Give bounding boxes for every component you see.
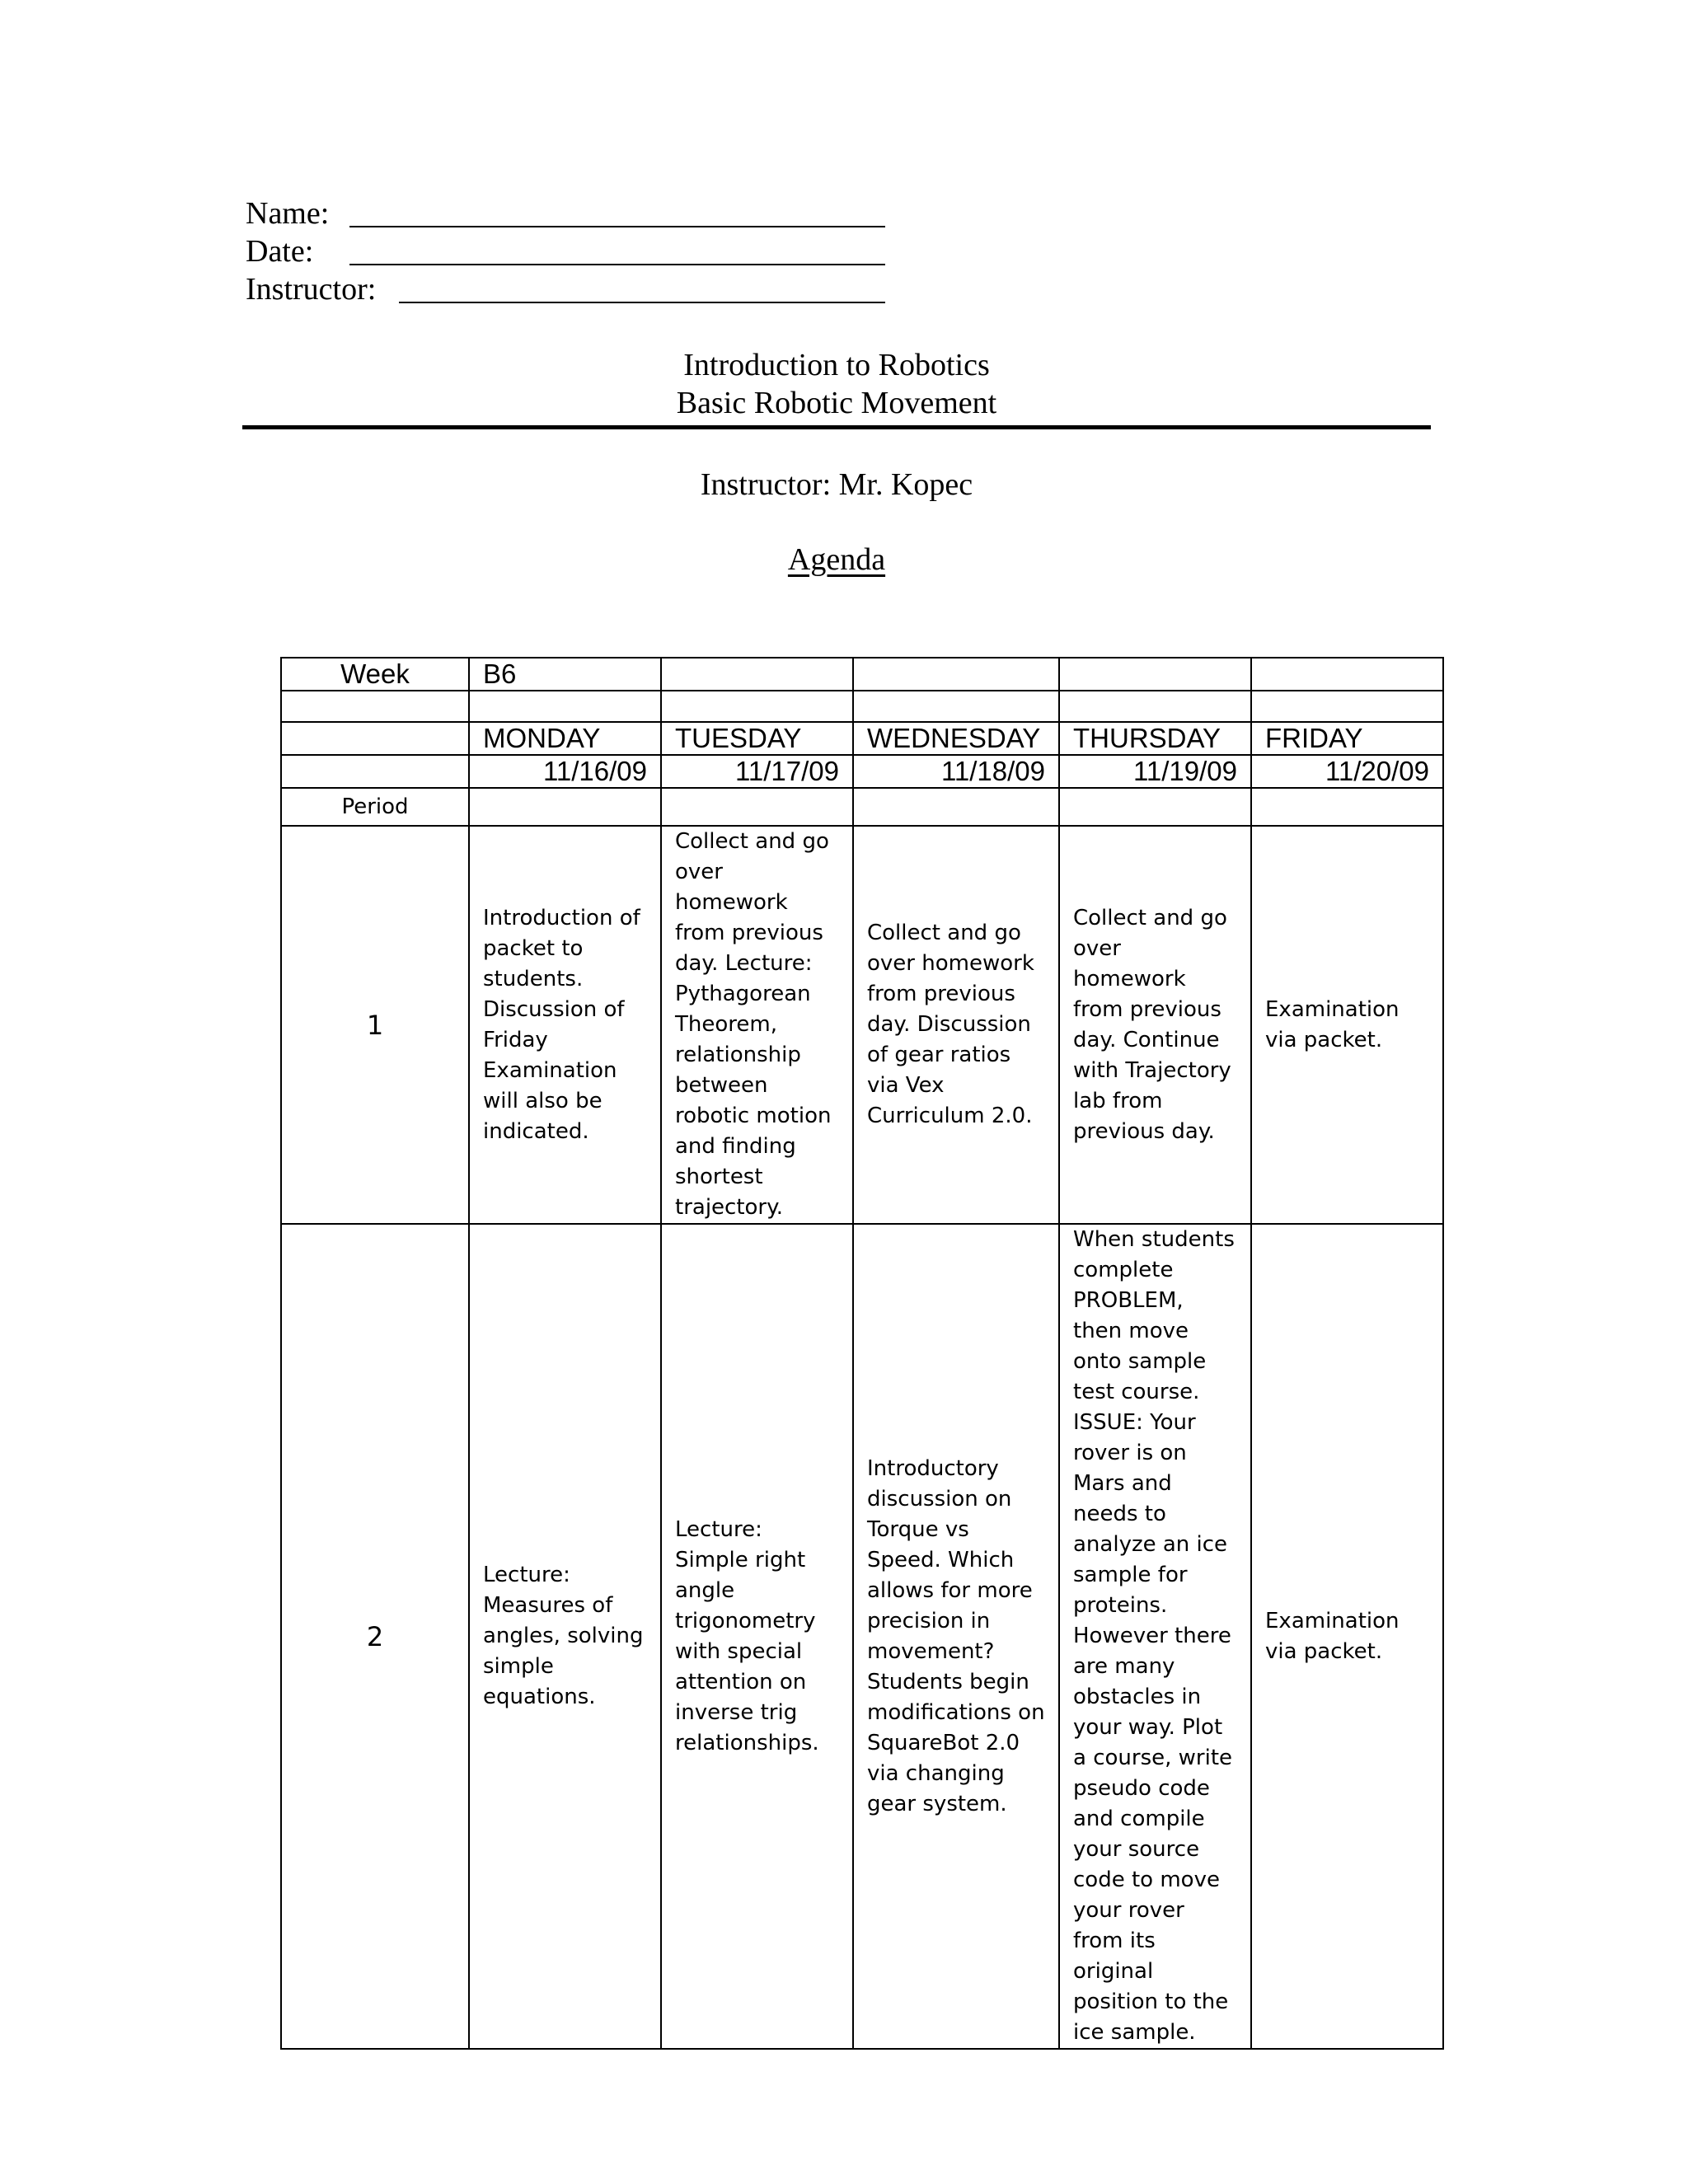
- empty-cell: [661, 691, 853, 722]
- name-label: Name:: [246, 196, 330, 231]
- empty-cell: [661, 788, 853, 826]
- empty-cell: [469, 691, 661, 722]
- week-row: [281, 658, 1443, 691]
- empty-cell: [469, 788, 661, 826]
- title-line-2: Basic Robotic Movement: [676, 386, 997, 420]
- period-number: 1: [281, 826, 469, 1224]
- agenda-cell-wednesday: Introductory discussion on Torque vs Speed. Which allows for more precision in movement? Students begin modifications on SquareBot 2.0 via changing gear system.: [853, 1224, 1059, 2049]
- empty-cell: [853, 691, 1059, 722]
- empty-cell: [853, 658, 1059, 691]
- period-number: 2: [281, 1224, 469, 2049]
- empty-cell: [1059, 658, 1251, 691]
- empty-cell: [853, 788, 1059, 826]
- date-tuesday: 11/17/09: [661, 755, 853, 788]
- date-label: Date:: [246, 234, 314, 269]
- day-name-friday: FRIDAY: [1251, 722, 1443, 755]
- date-wednesday: 11/18/09: [853, 755, 1059, 788]
- agenda-cell-wednesday: Collect and go over homework from previous day. Discussion of gear ratios via Vex Curriculum 2.0.: [853, 826, 1059, 1224]
- title-divider: [242, 425, 1431, 429]
- instructor-label: Instructor:: [246, 272, 377, 307]
- empty-cell: [281, 722, 469, 755]
- agenda-cell-tuesday: Collect and go over homework from previous day. Lecture: Pythagorean Theorem, relationship between robotic motion and finding shortest trajectory.: [661, 826, 853, 1224]
- week-value: B6: [469, 658, 661, 691]
- period-label-row: [281, 788, 1443, 826]
- period-1-row: [281, 826, 1443, 1224]
- empty-cell: [1251, 658, 1443, 691]
- dates-row: [281, 755, 1443, 788]
- agenda-cell-thursday: Collect and go over homework from previous day. Continue with Trajectory lab from previous day.: [1059, 826, 1251, 1224]
- agenda-cell-thursday: When students complete PROBLEM, then move onto sample test course. ISSUE: Your rover is on Mars and needs to analyze an ice sample for proteins. However there are many obstacles in your way. Plot a course, write pseudo code and compile your source code to move your rover from its original position to the ice sample.: [1059, 1224, 1251, 2049]
- agenda-cell-friday: Examination via packet.: [1251, 826, 1443, 1224]
- empty-cell: [1251, 691, 1443, 722]
- empty-cell: [1059, 691, 1251, 722]
- date-thursday: 11/19/09: [1059, 755, 1251, 788]
- document-title: [0, 346, 1673, 422]
- empty-cell: [281, 755, 469, 788]
- agenda-cell-tuesday: Lecture: Simple right angle trigonometry with special attention on inverse trig relationships.: [661, 1224, 853, 2049]
- agenda-cell-friday: Examination via packet.: [1251, 1224, 1443, 2049]
- week-label: Week: [281, 658, 469, 691]
- period-label: Period: [281, 788, 469, 826]
- day-name-monday: MONDAY: [469, 722, 661, 755]
- agenda-cell-monday: Introduction of packet to students. Discussion of Friday Examination will also be indicated.: [469, 826, 661, 1224]
- day-names-row: [281, 722, 1443, 755]
- name-blank-line[interactable]: [349, 226, 885, 227]
- date-monday: 11/16/09: [469, 755, 661, 788]
- day-name-wednesday: WEDNESDAY: [853, 722, 1059, 755]
- day-name-thursday: THURSDAY: [1059, 722, 1251, 755]
- date-friday: 11/20/09: [1251, 755, 1443, 788]
- agenda-heading: Agenda: [787, 542, 886, 577]
- agenda-table: [280, 657, 1444, 2050]
- empty-cell: [281, 691, 469, 722]
- title-line-1: Introduction to Robotics: [683, 348, 990, 382]
- instructor-heading: Instructor: Mr. Kopec: [700, 467, 973, 502]
- instructor-blank-line[interactable]: [399, 302, 885, 303]
- empty-cell: [1251, 788, 1443, 826]
- spacer-row: [281, 691, 1443, 722]
- date-blank-line[interactable]: [349, 264, 885, 265]
- empty-cell: [1059, 788, 1251, 826]
- day-name-tuesday: TUESDAY: [661, 722, 853, 755]
- empty-cell: [661, 658, 853, 691]
- agenda-cell-monday: Lecture: Measures of angles, solving simple equations.: [469, 1224, 661, 2049]
- period-2-row: [281, 1224, 1443, 2049]
